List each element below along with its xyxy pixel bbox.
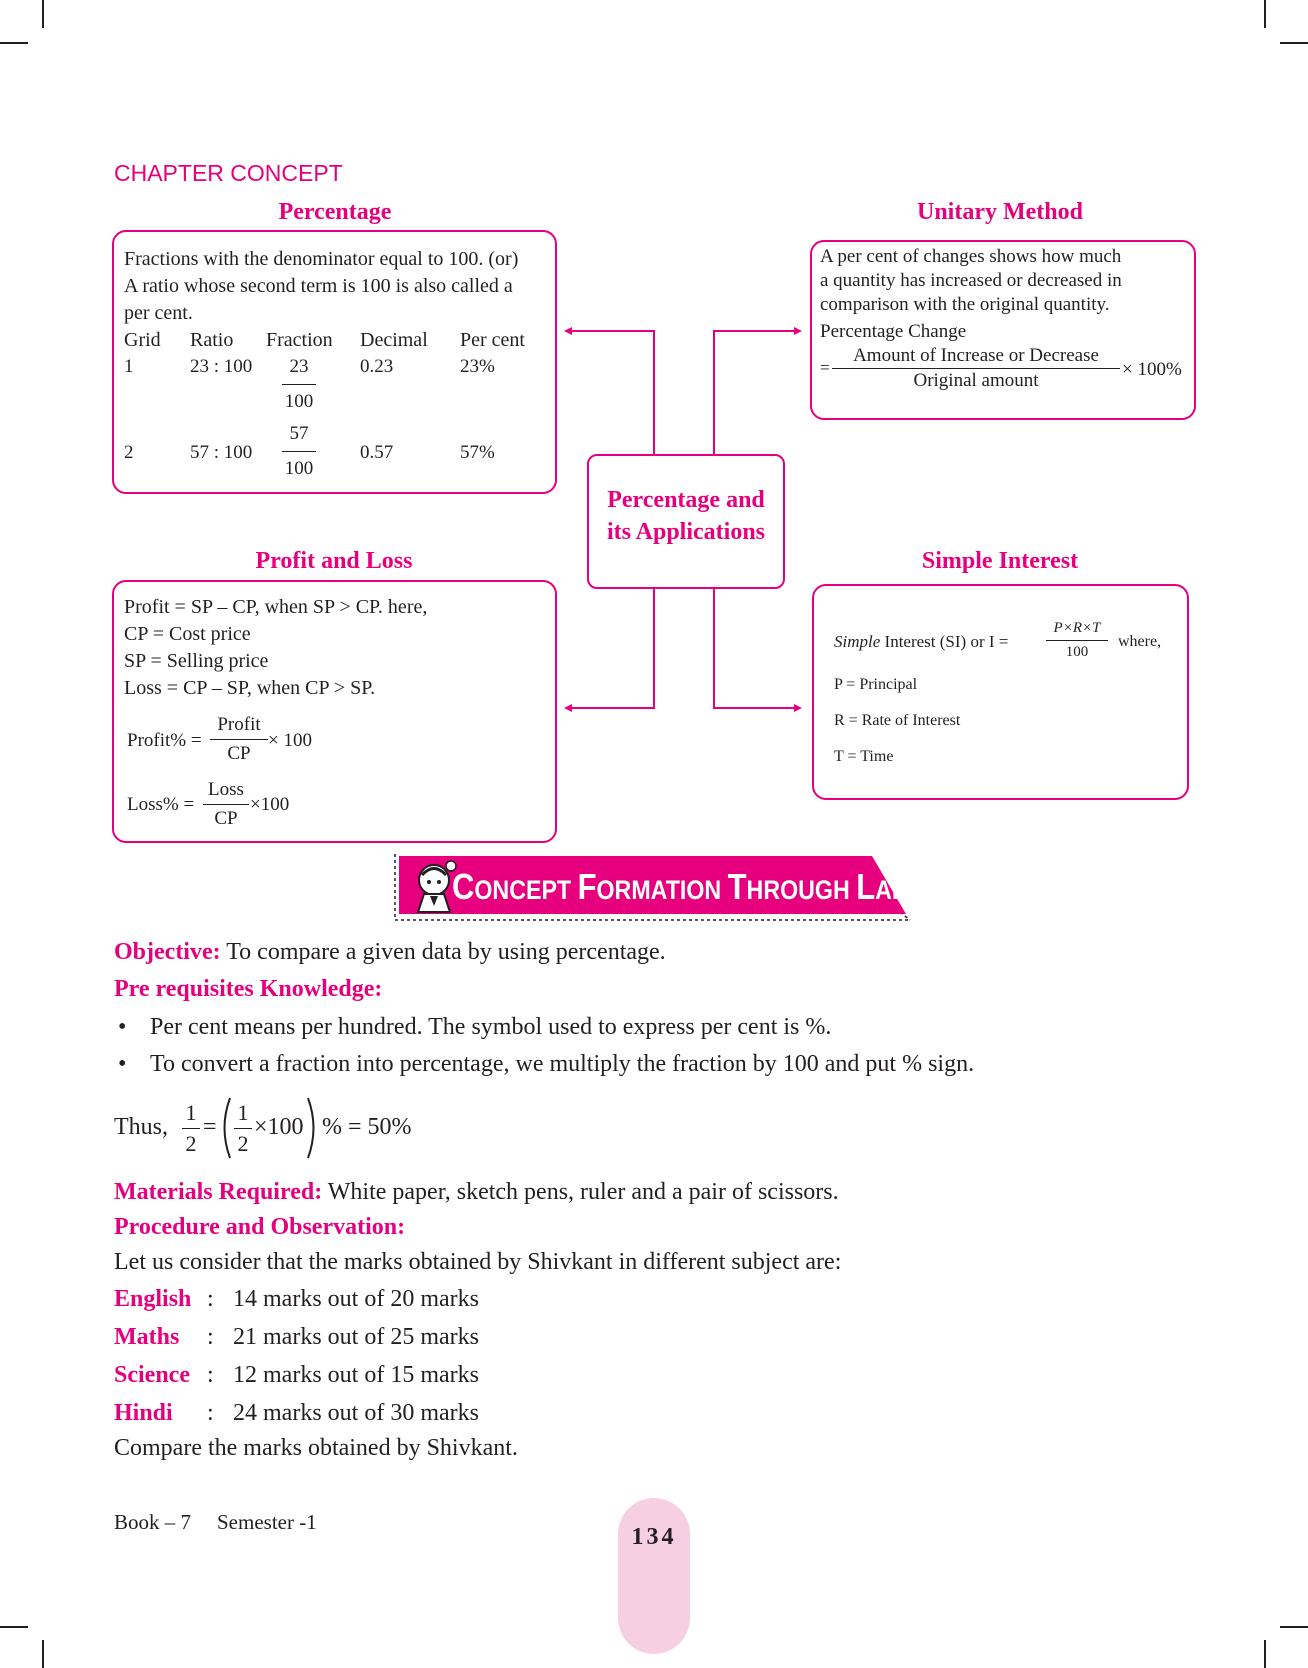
subject-marks: 24 marks out of 30 marks [233, 1400, 479, 1426]
subject-marks: 12 marks out of 15 marks [233, 1362, 479, 1388]
subject-colon: : [207, 1324, 214, 1350]
fraction-57-100 [282, 422, 316, 481]
footer-book: Book – 7 [114, 1510, 192, 1534]
table-cell: 1 [124, 356, 134, 377]
fraction-denominator: 100 [1065, 644, 1089, 660]
equals-sign: = [203, 1114, 217, 1140]
simple-interest-title: Simple Interest [921, 548, 1079, 574]
simple-interest-label [834, 632, 1008, 652]
interest-label: Interest (SI) or I = [880, 632, 1009, 651]
objective-text: To compare a given data by using percentage. [220, 939, 666, 965]
banner-word: ORMATION [596, 875, 728, 905]
percentage-intro: A ratio whose second term is 100 is also called a [124, 275, 513, 297]
thus-result: % = 50% [322, 1114, 412, 1140]
table-header: Per cent [460, 329, 525, 351]
thus-word: Thus, [114, 1114, 168, 1140]
profit-loss-text: CP = Cost price [124, 623, 251, 645]
time-def: T = Time [834, 748, 894, 765]
center-topic-line: its Applications [606, 519, 766, 545]
materials-label: Materials Required: [114, 1179, 323, 1205]
profit-loss-text: Profit = SP – CP, when SP > CP. here, [124, 596, 428, 618]
fraction-bar [203, 804, 249, 805]
percentage-intro: per cent. [124, 302, 193, 324]
fraction-denominator: 2 [237, 1131, 249, 1156]
unitary-equals: = [820, 358, 830, 377]
fraction-bar [234, 1128, 252, 1129]
profit-times: × 100 [268, 730, 312, 751]
banner-word: ONCEPT [474, 875, 578, 905]
subject-marks: 21 marks out of 25 marks [233, 1324, 479, 1350]
profit-loss-title: Profit and Loss [255, 548, 413, 574]
materials-line [114, 1179, 839, 1206]
procedure-heading: Procedure and Observation: [114, 1214, 406, 1240]
bullet-text: To convert a fraction into percentage, we multiply the fraction by 100 and put % sign. [150, 1051, 975, 1077]
table-header: Decimal [360, 329, 428, 351]
banner-letter: L [856, 866, 876, 907]
banner-letter: T [727, 866, 747, 907]
objective-label: Objective: [114, 939, 221, 965]
objective-line [114, 939, 666, 966]
fraction-numerator: Profit [217, 714, 261, 735]
fraction-bar [832, 368, 1120, 369]
unitary-text: a quantity has increased or decreased in [820, 270, 1122, 291]
bullet-item: • [118, 1014, 127, 1040]
fraction-23-100 [282, 355, 316, 414]
crop-mark [0, 1626, 28, 1628]
percentage-intro: Fractions with the denominator equal to 100. (or) [124, 248, 519, 270]
table-cell: 2 [124, 442, 134, 463]
fraction-denominator: 100 [284, 391, 314, 412]
chapter-concept-heading: CHAPTER CONCEPT [114, 160, 343, 186]
banner-letter: C [452, 866, 475, 907]
half-fraction [182, 1100, 200, 1157]
crop-mark [42, 1640, 44, 1668]
page-number-tab [618, 1498, 690, 1654]
table-header: Fraction [266, 329, 333, 351]
fraction-bar [182, 1128, 200, 1129]
table-cell: 57% [460, 442, 495, 463]
percentage-change-fraction [832, 345, 1120, 392]
lab-banner-title [452, 866, 909, 908]
table-cell: 23% [460, 356, 495, 377]
scientist-icon [410, 858, 458, 914]
times-hundred: ×100 [254, 1114, 304, 1140]
loss-percent-label: Loss% = [127, 794, 195, 815]
fraction-bar [1046, 640, 1108, 641]
half-fraction [234, 1100, 252, 1157]
principal-def: P = Principal [834, 676, 918, 693]
fraction-denominator: CP [214, 808, 238, 829]
unitary-text: Percentage Change [820, 321, 967, 342]
fraction-denominator: 100 [284, 458, 314, 479]
compare-text: Compare the marks obtained by Shivkant. [114, 1435, 518, 1461]
fraction-numerator: 1 [185, 1100, 197, 1125]
table-header: Grid [124, 329, 161, 351]
fraction-numerator: 57 [289, 423, 309, 444]
rate-def: R = Rate of Interest [834, 712, 961, 729]
subject-name: Hindi [114, 1400, 173, 1426]
subject-colon: : [207, 1286, 214, 1312]
where-text: where, [1118, 633, 1162, 650]
fraction-denominator: Original amount [913, 370, 1039, 391]
profit-percent-label: Profit% = [127, 730, 202, 751]
table-cell: 0.57 [360, 442, 394, 463]
table-cell: 0.23 [360, 356, 394, 377]
subject-name: Science [114, 1362, 190, 1388]
profit-loss-text: SP = Selling price [124, 650, 269, 672]
prerequisites-heading: Pre requisites Knowledge: [114, 976, 383, 1002]
center-topic-line: Percentage and [607, 487, 765, 513]
footer-semester: Semester -1 [217, 1510, 317, 1534]
fraction-numerator: 1 [237, 1100, 249, 1125]
fraction-bar [210, 739, 268, 740]
loss-fraction [203, 778, 249, 831]
unitary-times: × 100% [1122, 359, 1182, 380]
fraction-denominator: 2 [185, 1131, 197, 1156]
fraction-numerator: 23 [289, 356, 309, 377]
simple-word: Simple [834, 632, 881, 651]
materials-text: White paper, sketch pens, ruler and a pair of scissors. [322, 1179, 839, 1205]
page-number: 134 [631, 1524, 677, 1550]
subject-name: Maths [114, 1324, 180, 1350]
unitary-text: A per cent of changes shows how much [820, 246, 1122, 267]
fraction-bar [282, 384, 316, 385]
bullet-text: Per cent means per hundred. The symbol used to express per cent is %. [150, 1014, 832, 1040]
bullet-item: • [118, 1051, 127, 1077]
banner-letter: F [577, 866, 597, 907]
crop-mark [1264, 1640, 1266, 1668]
fraction-bar [282, 451, 316, 452]
table-cell: 57 : 100 [190, 442, 253, 463]
unitary-method-title: Unitary Method [917, 199, 1083, 225]
subject-name: English [114, 1286, 192, 1312]
profit-fraction [210, 713, 268, 766]
fraction-numerator: Loss [208, 779, 244, 800]
fraction-numerator: P×R×T [1053, 620, 1101, 636]
fraction-denominator: CP [227, 743, 251, 764]
unitary-text: comparison with the original quantity. [820, 294, 1110, 315]
subject-colon: : [207, 1400, 214, 1426]
banner-word: HROUGH [746, 875, 857, 905]
banner-word: AB [875, 875, 909, 905]
crop-mark [1280, 1626, 1308, 1628]
profit-loss-text: Loss = CP – SP, when CP > SP. [124, 677, 376, 699]
subject-colon: : [207, 1362, 214, 1388]
fraction-numerator: Amount of Increase or Decrease [853, 345, 1099, 366]
consider-text: Let us consider that the marks obtained by Shivkant in different subject are: [114, 1249, 842, 1275]
right-parenthesis [306, 1096, 320, 1160]
table-header: Ratio [190, 329, 234, 351]
table-cell: 23 : 100 [190, 356, 253, 377]
percentage-title: Percentage [278, 199, 392, 225]
subject-marks: 14 marks out of 20 marks [233, 1286, 479, 1312]
interest-fraction [1046, 619, 1108, 662]
loss-times: ×100 [250, 794, 290, 815]
left-parenthesis [218, 1096, 232, 1160]
